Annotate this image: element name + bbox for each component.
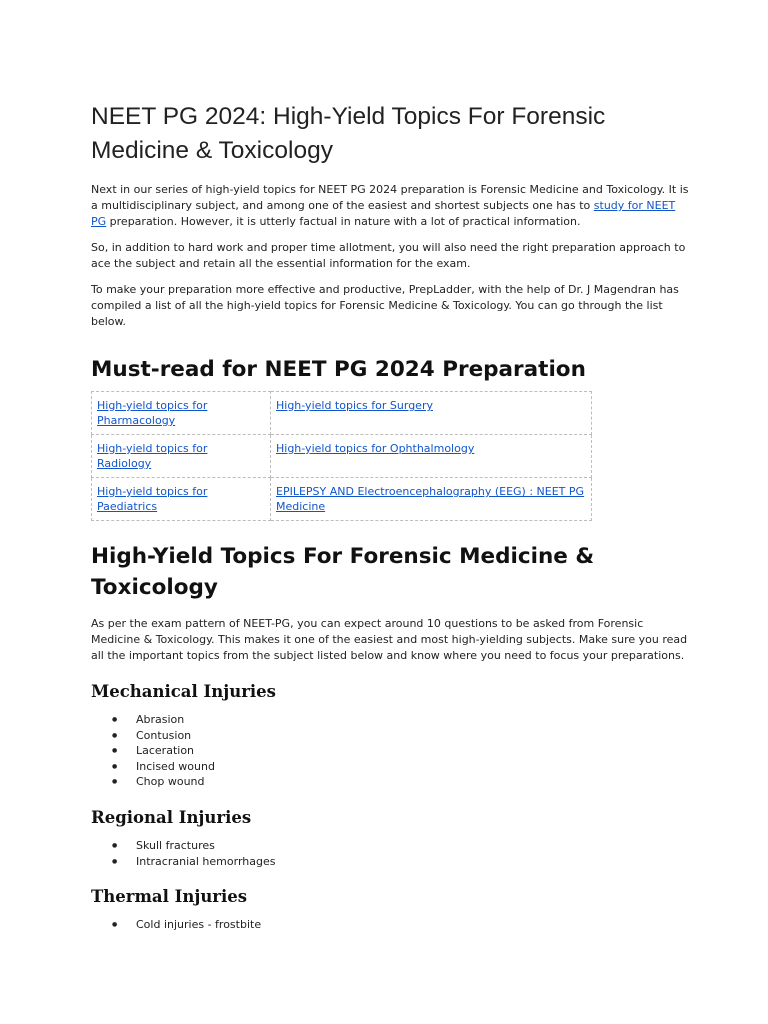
list-item: ● Cold injuries - frostbite — [136, 917, 691, 933]
epilepsy-eeg-link[interactable]: EPILEPSY AND Electroencephalography (EEG) : NEET PG Medicine — [276, 485, 585, 513]
pharmacology-link[interactable]: High-yield topics for Pharmacology — [97, 399, 208, 427]
table-row — [92, 392, 592, 435]
document-page — [91, 100, 691, 933]
list-item: ● Abrasion — [136, 712, 691, 728]
mechanical-injuries-heading: Mechanical Injuries — [91, 682, 276, 701]
table-cell — [92, 435, 271, 478]
topics-intro: As per the exam pattern of NEET-PG, you can expect around 10 questions to be asked from Forensic Medicine & Toxicology. This makes it one of the easiest and most high-yielding subjects. Make sure you read all the important topics from the subject listed below and know where you need to focus your preparations. — [91, 617, 688, 662]
list-item: ● Contusion — [136, 728, 691, 744]
regional-injuries-heading: Regional Injuries — [91, 807, 252, 827]
page-title: NEET PG 2024: High-Yield Topics For Forensic Medicine & Toxicology — [91, 103, 606, 164]
intro-text: preparation. However, it is utterly factual in nature with a lot of practical information. — [106, 215, 581, 228]
must-read-table — [91, 391, 592, 521]
thermal-injuries-heading: Thermal Injuries — [91, 887, 248, 907]
study-for-neet-pg-link[interactable]: study for NEET PG — [91, 199, 676, 228]
topics-heading: High-Yield Topics For Forensic Medicine & Toxicology — [91, 544, 595, 600]
intro-paragraph-1 — [91, 182, 691, 230]
table-cell — [271, 478, 592, 521]
table-row — [92, 435, 592, 478]
thermal-injuries-list — [91, 917, 691, 933]
paediatrics-link[interactable]: High-yield topics for Paediatrics — [97, 485, 208, 513]
regional-injuries-list — [91, 838, 691, 869]
table-cell — [92, 478, 271, 521]
table-cell — [271, 392, 592, 435]
list-item: ● Laceration — [136, 743, 691, 759]
table-cell — [92, 392, 271, 435]
list-item: ● Incised wound — [136, 759, 691, 775]
list-item: ● Intracranial hemorrhages — [136, 854, 691, 870]
must-read-heading: Must-read for NEET PG 2024 Preparation — [91, 357, 586, 382]
list-item: ● Skull fractures — [136, 838, 691, 854]
radiology-link[interactable]: High-yield topics for Radiology — [97, 442, 208, 470]
list-item: ● Chop wound — [136, 774, 691, 790]
intro-text: Next in our series of high-yield topics for NEET PG 2024 preparation is Forensic Medicine and Toxicology. It is a multidisciplinary subject, and among one of the easiest and shortest subjects one has to — [91, 183, 689, 212]
intro-paragraph-2: So, in addition to hard work and proper time allotment, you will also need the right preparation approach to ace the subject and retain all the essential information for the exam. — [91, 241, 686, 270]
intro-paragraph-3: To make your preparation more effective and productive, PrepLadder, with the help of Dr. J Magendran has compiled a list of all the high-yield topics for Forensic Medicine & Toxicology. You can go through the list below. — [91, 283, 679, 328]
table-row — [92, 478, 592, 521]
table-cell — [271, 435, 592, 478]
mechanical-injuries-list — [91, 712, 691, 790]
surgery-link[interactable]: High-yield topics for Surgery — [276, 399, 433, 412]
ophthalmology-link[interactable]: High-yield topics for Ophthalmology — [276, 442, 475, 455]
